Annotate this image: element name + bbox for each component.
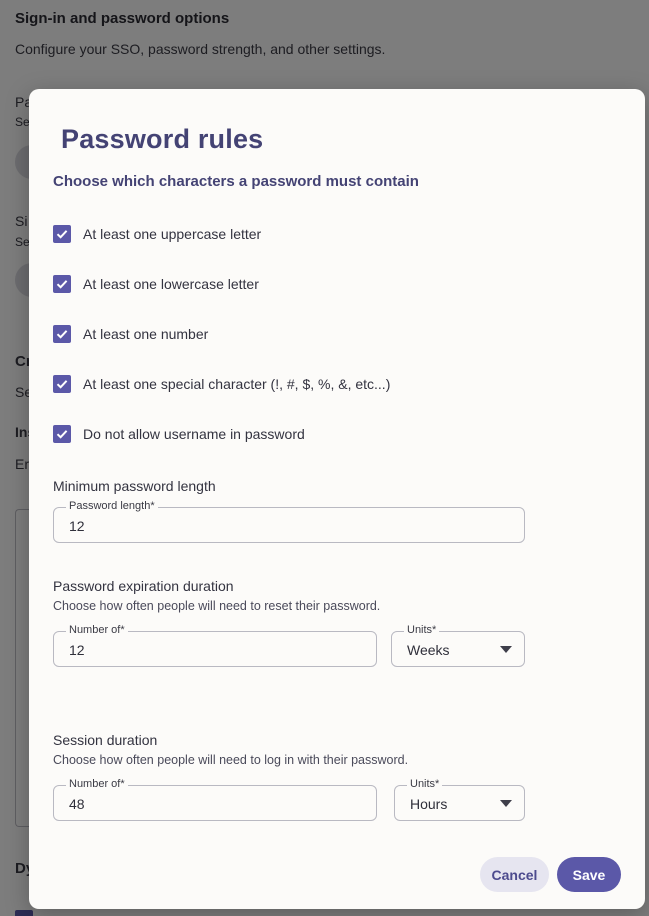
session-description: Choose how often people will need to log in with their password. [53, 753, 409, 767]
expiration-title: Password expiration duration [53, 578, 234, 594]
rule-label: At least one special character (!, #, $, %, &, etc...) [83, 376, 391, 392]
password-rules-dialog [29, 89, 645, 909]
expiration-units-select[interactable] [391, 624, 525, 667]
rule-number[interactable] [53, 325, 208, 343]
rule-label: At least one number [83, 326, 209, 342]
field-value[interactable]: 12 [69, 518, 85, 534]
field-value[interactable]: 12 [69, 642, 85, 658]
field-label: Number of* [66, 778, 128, 790]
caret-down-icon[interactable] [500, 800, 512, 807]
checkbox-checked-icon[interactable] [53, 375, 71, 393]
save-button[interactable]: Save [557, 857, 621, 892]
expiration-number-input[interactable] [53, 624, 377, 667]
password-length-input[interactable] [53, 500, 525, 543]
field-label: Number of* [66, 624, 128, 636]
field-label: Units* [407, 778, 442, 790]
field-label: Password length* [66, 500, 158, 512]
rule-label: At least one uppercase letter [83, 226, 262, 242]
dialog-title: Password rules [61, 124, 264, 154]
min-length-title: Minimum password length [53, 478, 216, 494]
cancel-button[interactable]: Cancel [480, 857, 549, 892]
field-value[interactable]: 48 [69, 796, 85, 812]
rule-label: At least one lowercase letter [83, 276, 259, 292]
checkbox-checked-icon[interactable] [53, 225, 71, 243]
rule-no-username[interactable] [53, 425, 305, 443]
session-units-select[interactable] [394, 778, 525, 821]
rules-heading: Choose which characters a password must contain [53, 173, 419, 190]
field-label: Units* [404, 624, 439, 636]
expiration-description: Choose how often people will need to reset their password. [53, 599, 381, 613]
rule-label: Do not allow username in password [83, 426, 305, 442]
session-number-input[interactable] [53, 778, 377, 821]
rule-lowercase[interactable] [53, 275, 259, 293]
caret-down-icon[interactable] [500, 646, 512, 653]
select-value[interactable]: Hours [410, 796, 448, 812]
rule-special-character[interactable] [53, 375, 390, 393]
checkbox-checked-icon[interactable] [53, 425, 71, 443]
select-value[interactable]: Weeks [407, 642, 450, 658]
rule-uppercase[interactable] [53, 225, 261, 243]
session-title: Session duration [53, 732, 158, 748]
checkbox-checked-icon[interactable] [53, 275, 71, 293]
checkbox-checked-icon[interactable] [53, 325, 71, 343]
